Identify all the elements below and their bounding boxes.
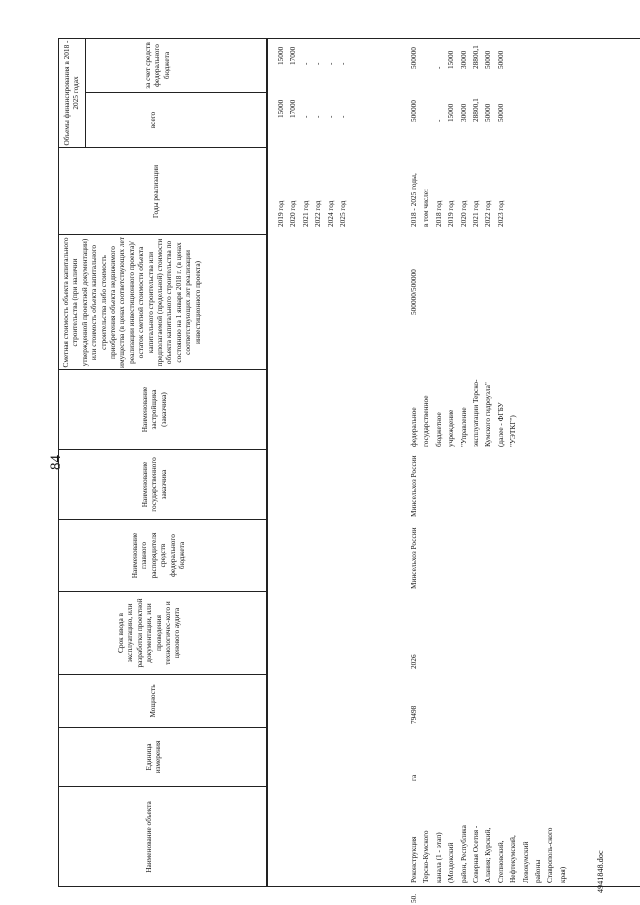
list-item: 2025 год — [338, 200, 348, 227]
header-estimated-cost: Сметная стоимость объекта капитального строительства (при наличии утвержденной проектной документации) или стоимость объекта капитального строительства либо стоимость приобретения объекта недвижимого имущества (в ценах соответствующих лет реализации инвестиционного проекта)/остаток сметной стоимости объекта капитального строительства или предполагаемой (предельной) стоимости объекта капитального строительства по состоянию на 1 января 2018 г. (в ценах соответствующих лет реализации инвестиционного проекта) — [61, 237, 202, 368]
header-federal-budget: за счет средств федерального бюджета — [143, 42, 171, 89]
header-developer: Наименование застройщика (заказчика) — [140, 386, 168, 433]
list-item: 500000 — [409, 100, 418, 122]
header-commission-term: Срок ввода в эксплуатацию, или разработки проектной документации, или проведения технологичес-кого и ценового аудита — [116, 598, 182, 668]
list-item: 2022 год — [483, 200, 493, 227]
footer-file-name: 4941848.doc — [596, 850, 605, 893]
row-number: 50. — [409, 893, 418, 903]
list-item: 2020 год — [458, 200, 468, 227]
list-item: - — [313, 62, 323, 65]
list-item: 17000 — [288, 46, 298, 65]
list-item: 2018 - 2025 годы, — [409, 173, 418, 227]
list-item: 2018 год — [433, 200, 443, 227]
header-object-name: Наименование объекта — [144, 801, 153, 873]
block1-total — [275, 100, 349, 118]
list-item: в том числе: — [421, 188, 431, 227]
list-item: 2020 год — [288, 200, 298, 227]
list-item: - — [313, 115, 323, 118]
list-item: 2024 год — [325, 200, 335, 227]
header-total: всего — [148, 111, 157, 129]
list-item: 2023 год — [495, 200, 505, 227]
header-chief-manager: Наименование главного распорядителя средств федерального бюджета — [130, 532, 187, 579]
block1-years — [275, 201, 349, 227]
list-item: 15000 — [446, 50, 456, 69]
row50-total — [408, 98, 507, 122]
term-value: 2026 — [409, 654, 418, 669]
list-item — [420, 45, 432, 69]
chief-manager-value: Минсельхоз России — [409, 527, 418, 589]
object-name: Реконструкция Терско-Кумского канала (1 - этап) (Моздокский район, Республика Северная Осетия - Алания; Курский, Степновский, Нефтекумский, Левокумский районы Ставрополь-ского края) — [409, 825, 567, 883]
header-state-customer: Наименование государственного заказчика — [140, 457, 168, 512]
header-financing: Объемы финансирования в 2018 - 2025 годах — [62, 40, 81, 146]
list-item: 2022 год — [313, 200, 323, 227]
list-item: - — [300, 62, 310, 65]
list-item: - — [433, 119, 443, 122]
list-item: 50000 — [483, 50, 493, 69]
header-years: Годы реализации — [151, 164, 160, 219]
list-item — [420, 98, 432, 122]
list-item: 2021 год — [471, 200, 481, 227]
list-item: 17000 — [288, 99, 298, 118]
list-item: 2021 год — [300, 200, 310, 227]
list-item: 2019 год — [446, 200, 456, 227]
list-item: 50000 — [495, 50, 505, 69]
list-item: - — [338, 62, 348, 65]
list-item: 15000 — [276, 99, 285, 118]
estimated-cost-value: 500000/500000 — [409, 269, 418, 315]
header-unit: Единица измерения — [144, 740, 163, 774]
list-item: - — [325, 115, 335, 118]
list-item: 28800,1 — [471, 98, 481, 122]
list-item: 50000 — [483, 103, 493, 122]
block1-federal — [275, 47, 349, 65]
list-item: 15000 — [446, 103, 456, 122]
page-number: 84 — [48, 455, 64, 470]
developer-value: федеральное государственное бюджетное учреждение "Управление эксплуатации Терско-Кумского гидроузла" (далее - ФГБУ "УЭТКГ") — [409, 379, 518, 447]
list-item: - — [325, 62, 335, 65]
row50-federal — [408, 45, 507, 69]
list-item: 50000 — [495, 103, 505, 122]
capacity-value: 79498 — [409, 705, 418, 724]
list-item: 28800,1 — [471, 45, 481, 69]
list-item: - — [338, 115, 348, 118]
list-item: - — [300, 115, 310, 118]
header-capacity: Мощность — [148, 684, 157, 718]
list-item: 30000 — [458, 50, 468, 69]
list-item: 15000 — [276, 46, 285, 65]
list-item: 500000 — [409, 47, 418, 69]
row50-years — [408, 173, 507, 227]
list-item: - — [433, 66, 443, 69]
unit-value: га — [409, 774, 418, 781]
state-customer-value: Минсельхоз России — [409, 455, 418, 517]
list-item: 30000 — [458, 103, 468, 122]
list-item: 2019 год — [276, 200, 285, 227]
